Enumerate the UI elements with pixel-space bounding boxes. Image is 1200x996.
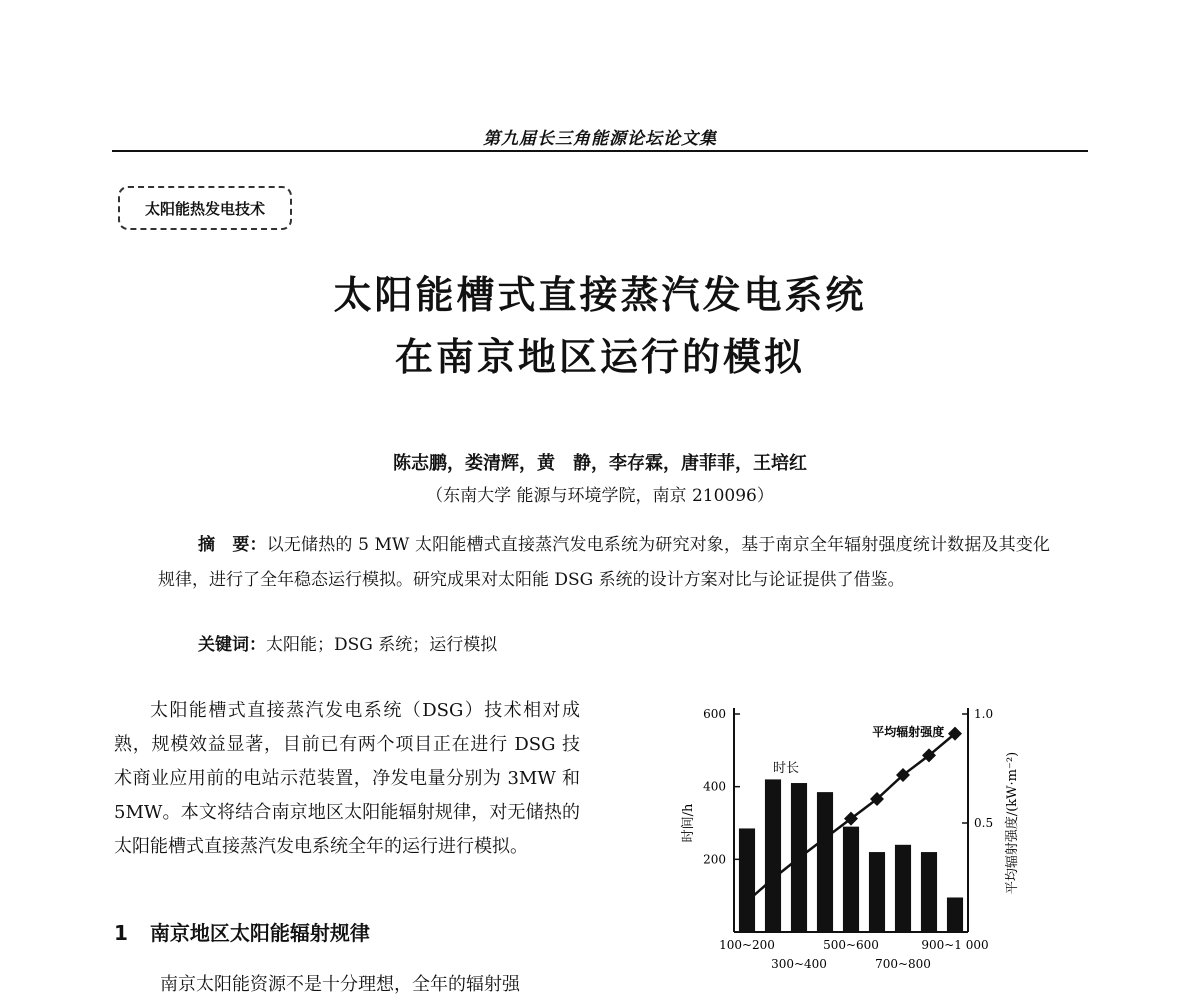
bar-duration-5	[843, 827, 859, 932]
left-tick-label: 600	[703, 707, 726, 721]
right-tick-label: 1.0	[974, 707, 994, 721]
left-axis-title: 时间/h	[681, 803, 696, 843]
affiliation: （东南大学 能源与环境学院，南京 210096）	[426, 486, 774, 506]
abstract	[158, 528, 1050, 598]
annotation-avg-radiation: 平均辐射强度	[872, 725, 945, 739]
x-tick-label: 300~400	[771, 957, 827, 971]
abstract-text: 以无储热的 5 MW 太阳能槽式直接蒸汽发电系统为研究对象，基于南京全年辐射强度统计数据及其变化规律，进行了全年稳态运行模拟。研究成果对太阳能 DSG 系统的设计方案对比与论证提供了借鉴。	[158, 535, 1051, 590]
radiation-chart	[672, 700, 1032, 980]
author-list: 陈志鹏，娄清辉，黄 静，李存霖，唐菲菲，王培红	[393, 453, 807, 474]
left-tick-label: 200	[703, 852, 726, 867]
bar-duration-4	[817, 792, 833, 932]
right-axis-title: 平均辐射强度/(kW·m⁻²)	[1005, 751, 1020, 895]
x-tick-label: 900~1 000	[921, 938, 989, 952]
annotation-duration: 时长	[772, 761, 800, 776]
category-tag-label: 太阳能热发电技术	[144, 199, 265, 218]
x-tick-label: 500~600	[823, 938, 879, 952]
section-heading	[114, 917, 614, 946]
header-rule	[112, 150, 1088, 152]
bar-duration-7	[895, 845, 911, 932]
x-tick-label: 700~800	[875, 957, 931, 971]
bar-duration-9	[947, 897, 963, 932]
keywords	[198, 630, 998, 655]
abstract-label: 摘 要：	[198, 535, 267, 555]
section-number: 1	[114, 921, 128, 945]
intro-paragraph: 太阳能槽式直接蒸汽发电系统（DSG）技术相对成熟，规模效益显著，目前已有两个项目正在进行 DSG 技术商业应用前的电站示范装置，净发电量分别为 3MW 和 5MW。本文将结合南京地区太阳能辐射规律，对无储热的太阳能槽式直接蒸汽发电系统全年的运行进行模拟。	[114, 700, 580, 857]
bar-duration-6	[869, 852, 885, 932]
right-tick-label: 0.5	[974, 816, 994, 830]
left-tick-label: 400	[703, 779, 726, 794]
x-tick-label: 100~200	[719, 938, 775, 952]
running-header: 第九届长三角能源论坛论文集	[483, 129, 717, 149]
bar-duration-8	[921, 852, 937, 932]
keywords-text: 太阳能；DSG 系统；运行模拟	[266, 635, 498, 655]
category-tag	[118, 186, 292, 230]
paper-title-line1: 太阳能槽式直接蒸汽发电系统	[333, 273, 867, 317]
bar-duration-1	[739, 828, 755, 932]
bar-duration-2	[765, 779, 781, 932]
keywords-label: 关键词：	[198, 635, 266, 655]
next-paragraph-start: 南京太阳能资源不是十分理想，全年的辐射强	[160, 974, 520, 995]
section-title: 南京地区太阳能辐射规律	[149, 921, 370, 945]
paper-title-line2: 在南京地区运行的模拟	[394, 335, 805, 379]
